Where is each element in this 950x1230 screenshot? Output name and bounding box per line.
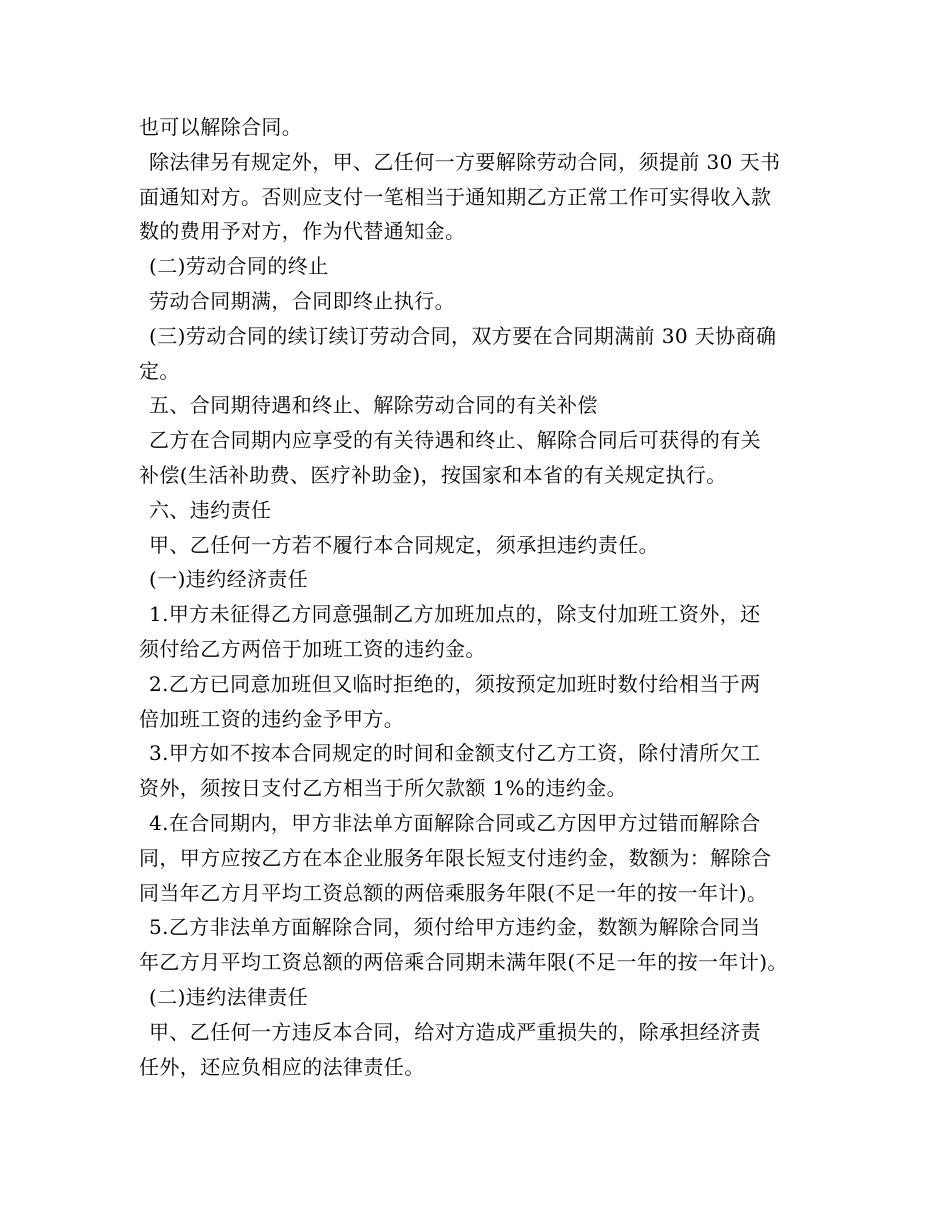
text-line: 4.在合同期内，甲方非法单方面解除合同或乙方因甲方过错而解除合	[149, 810, 761, 835]
text-line: 1.甲方未征得乙方同意强制乙方加班加点的，除支付加班工资外，还	[149, 602, 761, 627]
list-item-clause-1	[139, 597, 839, 667]
text-line: 五、合同期待遇和终止、解除劳动合同的有关补偿	[149, 393, 598, 418]
text-line: 也可以解除合同。	[139, 115, 303, 139]
section-heading-contract-renewal	[139, 319, 839, 389]
paragraph-termination-notice	[139, 145, 839, 249]
list-item-clause-5	[139, 910, 839, 980]
section-heading-liability	[139, 493, 839, 528]
text-line: (二)劳动合同的终止	[149, 254, 329, 279]
paragraph-continuation	[139, 110, 839, 145]
document-body	[139, 110, 839, 1084]
text-line: 甲、乙任何一方若不履行本合同规定，须承担违约责任。	[149, 532, 659, 557]
text-line: 3.甲方如不按本合同规定的时间和金额支付乙方工资，除付清所欠工	[149, 741, 761, 766]
paragraph-compensation	[139, 423, 839, 493]
text-line: 面通知对方。否则应支付一笔相当于通知期乙方正常工作可实得收入款	[139, 184, 772, 209]
section-heading-legal-liability	[139, 980, 839, 1015]
text-line: 同，甲方应按乙方在本企业服务年限长短支付违约金，数额为：解除合	[139, 845, 772, 870]
text-line: 5.乙方非法单方面解除合同，须付给甲方违约金，数额为解除合同当	[149, 915, 761, 940]
text-line: 除法律另有规定外，甲、乙任何一方要解除劳动合同，须提前 30 天书	[149, 149, 781, 174]
paragraph-contract-expiry	[139, 284, 839, 319]
text-line: (三)劳动合同的续订续订劳动合同，双方要在合同期满前 30 天协商确	[149, 323, 777, 348]
paragraph-liability	[139, 528, 839, 563]
text-line: 劳动合同期满，合同即终止执行。	[149, 288, 455, 313]
text-line: 须付给乙方两倍于加班工资的违约金。	[139, 636, 486, 661]
text-line: 2.乙方已同意加班但又临时拒绝的，须按预定加班时数付给相当于两	[149, 671, 761, 696]
section-heading-contract-end	[139, 249, 839, 284]
section-heading-compensation	[139, 388, 839, 423]
text-line: 数的费用予对方，作为代替通知金。	[139, 219, 466, 244]
paragraph-legal-liability	[139, 1015, 839, 1085]
text-line: 年乙方月平均工资总额的两倍乘合同期未满年限(不足一年的按一年计)。	[139, 950, 788, 975]
text-line: (一)违约经济责任	[149, 567, 309, 592]
text-line: 甲、乙任何一方违反本合同，给对方造成严重损失的，除承担经济责	[149, 1019, 761, 1044]
list-item-clause-3	[139, 736, 839, 806]
text-line: (二)违约法律责任	[149, 984, 309, 1009]
text-line: 任外，还应负相应的法律责任。	[139, 1054, 425, 1079]
text-line: 乙方在合同期内应享受的有关待遇和终止、解除合同后可获得的有关	[149, 428, 761, 453]
text-line: 同当年乙方月平均工资总额的两倍乘服务年限(不足一年的按一年计)。	[139, 880, 768, 905]
list-item-clause-4	[139, 806, 839, 910]
text-line: 定。	[139, 358, 180, 383]
text-line: 倍加班工资的违约金予甲方。	[139, 706, 405, 731]
section-heading-economic-liability	[139, 562, 839, 597]
list-item-clause-2	[139, 667, 839, 737]
text-line: 资外，须按日支付乙方相当于所欠款额 1%的违约金。	[139, 776, 628, 801]
text-line: 补偿(生活补助费、医疗补助金)，按国家和本省的有关规定执行。	[139, 462, 727, 487]
text-line: 六、违约责任	[149, 497, 272, 522]
